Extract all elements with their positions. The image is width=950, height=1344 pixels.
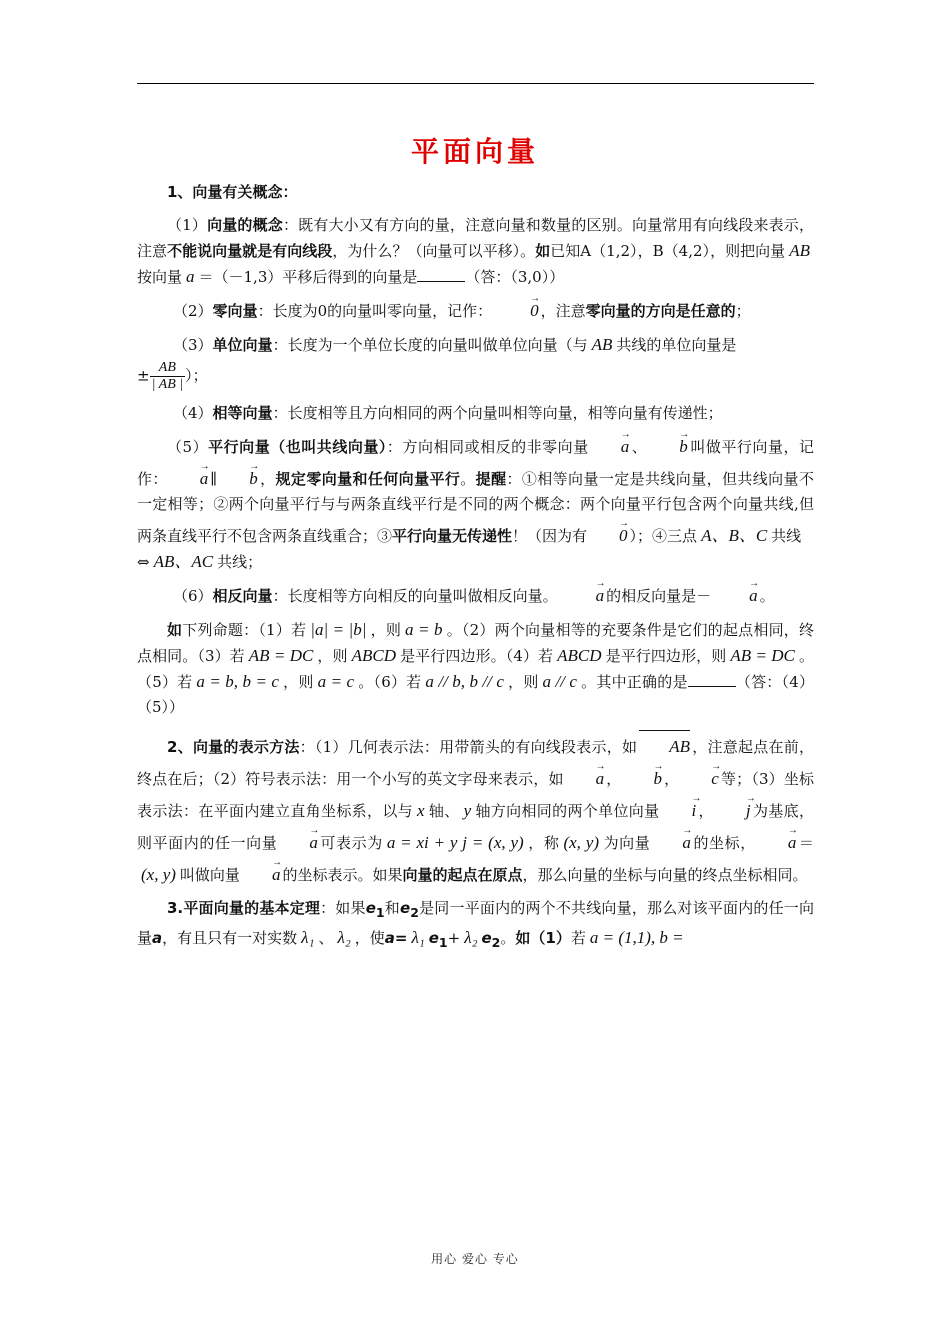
para-unit-vector: （3）单位向量：长度为一个单位长度的向量叫做单位向量（与 AB 共线的单位向量是 [173,335,737,354]
section-1-heading: 1、向量有关概念： [167,183,298,201]
para-opposite-vector: （6）相反向量：长度相等方向相反的向量叫做相反向量。→ a 的相反向量是－→ a 。 [137,577,814,609]
para-examples: 如下列命题：（1）若 |a| = |b| ，则 a = b 。（2）两个向量相等的充要条件是它们的起点相同，终点相同。（3）若 AB = DC ，则 ABCD 是平行四边形。（4）若 ABCD 是平行四边形，则 AB = DC 。（5）若 a = b, b = c ，则 a = c 。（6）若 a // b, b // c ，则 a // c 。其中正确的是 （答：（4）（5）） [137,620,815,716]
para-representation: 2、向量的表示方法：（1）几何表示法：用带箭头的有向线段表示，如 AB ，注意起点在前，终点在后；（2）符号表示法：用一个小写的英文字母来表示，如→ a ，→ b ，→ c 等；（3）坐标表示法：在平面内建立直角坐标系，以与 x 轴、 y 轴方向相同的两个单位向量→ i ，→ j 为基底，则平面内的任一向量→ a 可表示为 a = xi + y j = (x, y) ，称 (x, y) 为向量→ a 的坐标，→ a ＝(x, y) 叫做向量→ a 的坐标表示。如果向量的起点在原点，那么向量的坐标与向量的终点坐标相同。 [137,728,814,888]
para-equal-vector: （4）相等向量：长度相等且方向相同的两个向量叫相等向量，相等向量有传递性； [173,404,723,422]
document-body [137,180,814,963]
page-footer: 用心 爱心 专心 [431,1252,519,1266]
unit-vector-formula: ± $\frac{AB}{| AB |}$ ）； [137,360,208,392]
para-zero-vector: （2）零向量：长度为0的向量叫零向量，记作：→ 0 ，注意零向量的方向是任意的； [137,292,814,324]
para-vector-concept: （1）向量的概念：既有大小又有方向的量，注意向量和数量的区别。向量常用有向线段来表示，注意不能说向量就是有向线段，为什么？（向量可以平移）。如已知A（1,2），B（4,2），则把向量 AB按向量 a ＝（－1,3）平移后得到的向量是 （答：（3,0）） [137,216,814,286]
page-title: 平面向量 [410,135,539,168]
para-parallel-vector: （5）平行向量（也叫共线向量）：方向相同或相反的非零向量→ a 、→ b 叫做平行向量，记作：→ a ∥→ b ，规定零向量和任何向量平行。提醒：①相等向量一定是共线向量，但共线向量不一定相等；②两个向量平行与与两条直线平行是不同的两个概念：两个向量平行包含两个向量共线,但两条直线平行不包含两条直线重合；③平行向量无传递性！（因为有→ 0 ）；④三点 A、B、C 共线 ⇔ AB、AC 共线； [137,428,814,575]
answer-blank [688,672,736,687]
para-basic-theorem: 3.平面向量的基本定理：如果$e_1$和$e_2$是同一平面内的两个不共线向量，那么对该平面内的任一向量a，有且只有一对实数 λ₁ 、 λ₂ ，使a= λ₁ $e_1+ \lambda_2$ $e_2$。如（1）若 a = (1,1), b = [137,899,814,950]
answer-blank [417,267,465,282]
header-rule [137,83,814,84]
